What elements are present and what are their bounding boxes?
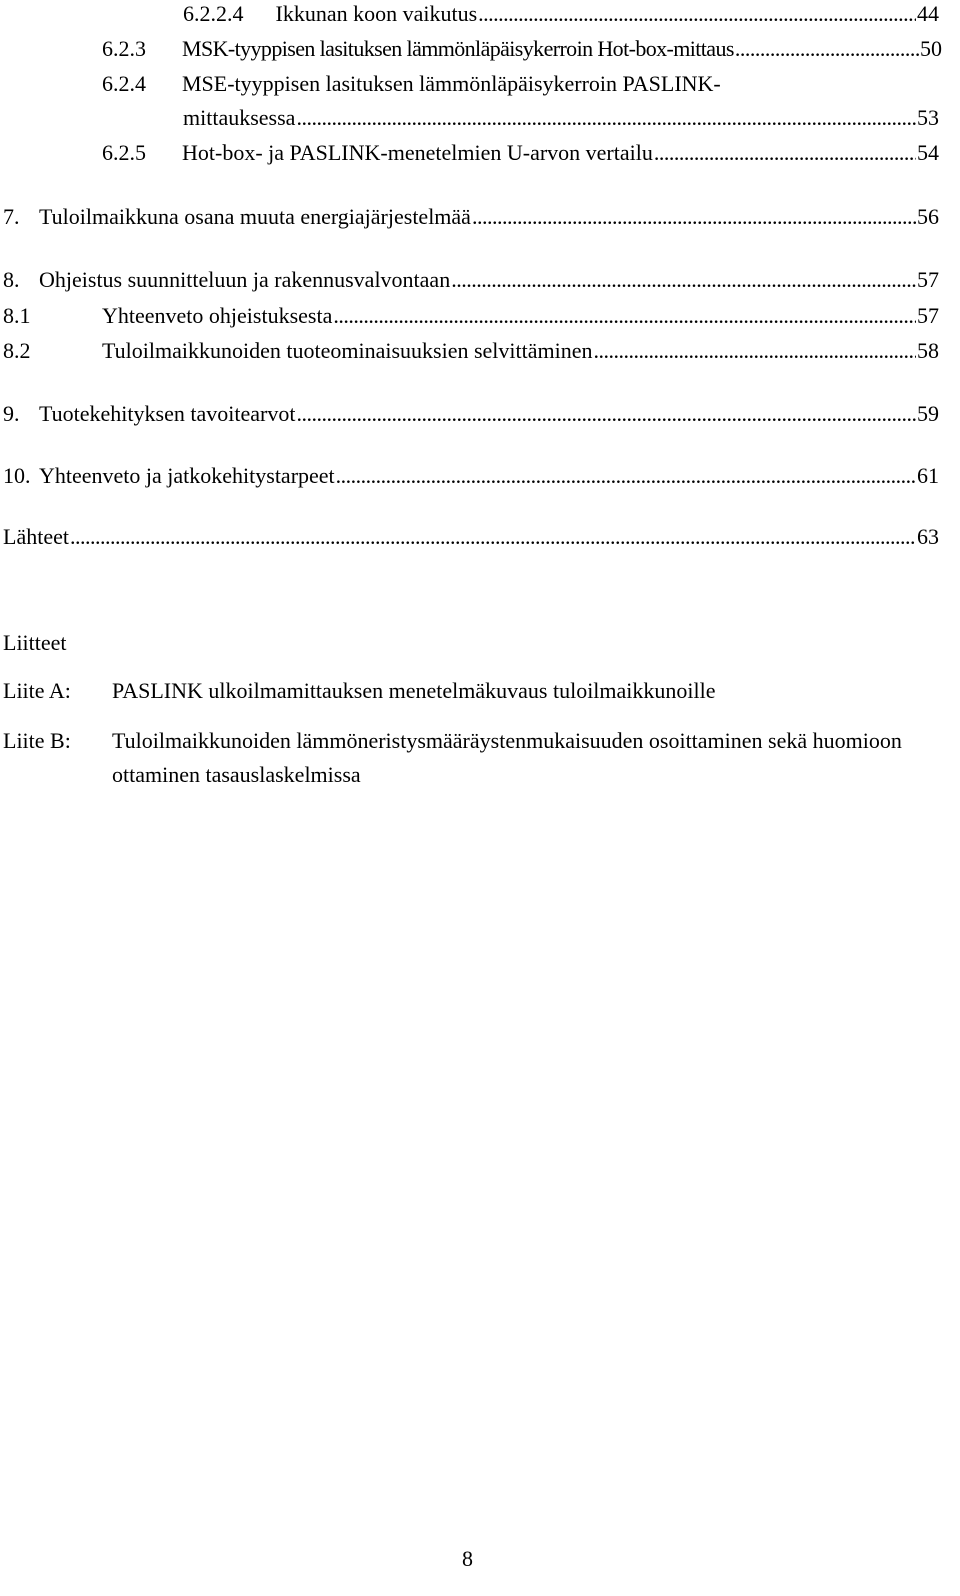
toc-number: 6.2.3: [102, 36, 146, 61]
toc-page: 58: [917, 338, 939, 363]
toc-leader: [296, 105, 916, 131]
toc-title: Tuloilmaikkuna osana muuta energiajärjestelmää: [39, 204, 471, 229]
toc-title: MSK-tyyppisen lasituksen lämmönläpäisykerroin Hot-box-mittaus: [182, 36, 734, 61]
toc-entry: [183, 1, 939, 27]
toc-title: Ohjeistus suunnitteluun ja rakennusvalvontaan: [39, 267, 451, 292]
toc-leader: [336, 463, 916, 489]
toc-entry-continuation: [183, 105, 939, 131]
toc-page: 54: [917, 140, 939, 165]
page-number: 8: [462, 1546, 473, 1571]
toc-page: 56: [917, 204, 939, 229]
toc-page: 50: [920, 36, 942, 61]
toc-entry: [3, 267, 939, 293]
toc-number: 6.2.5: [102, 140, 146, 165]
toc-leader: [333, 303, 916, 329]
toc-page: 63: [917, 524, 939, 549]
toc-title-continuation: mittauksessa: [183, 105, 296, 130]
toc-entry: [3, 204, 939, 230]
toc-number: 6.2.4: [102, 71, 146, 96]
toc-entry: [102, 140, 939, 166]
appendix-label: Liite B:: [3, 728, 71, 753]
toc-title: Tuotekehityksen tavoitearvot: [39, 401, 296, 426]
toc-entry: [102, 36, 942, 62]
toc-leader: [472, 204, 916, 230]
appendix-label: Liite A:: [3, 678, 71, 703]
toc-title: Yhteenveto ja jatkokehitystarpeet: [39, 463, 335, 488]
toc-leader: [735, 36, 919, 62]
toc-number: 6.2.2.4: [183, 1, 244, 26]
toc-entry: [3, 401, 939, 427]
toc-title: Yhteenveto ohjeistuksesta: [102, 303, 333, 328]
toc-page: 57: [917, 267, 939, 292]
toc-leader: [296, 401, 916, 427]
toc-number: 8.1: [3, 303, 31, 328]
toc-page: 59: [917, 401, 939, 426]
toc-entry: [3, 338, 939, 364]
toc-leader: [70, 524, 916, 550]
toc-entry: [3, 524, 939, 550]
toc-number: 8.: [3, 267, 20, 292]
toc-title: MSE-tyyppisen lasituksen lämmönläpäisykerroin PASLINK-: [182, 71, 721, 96]
toc-title: Lähteet: [3, 524, 69, 549]
toc-number: 9.: [3, 401, 20, 426]
toc-entry: [3, 303, 939, 329]
toc-number: 10.: [3, 463, 31, 488]
toc-number: 7.: [3, 204, 20, 229]
toc-title: Hot-box- ja PASLINK-menetelmien U-arvon vertailu: [182, 140, 653, 165]
toc-title: Ikkunan koon vaikutus: [275, 1, 478, 26]
appendix-description: PASLINK ulkoilmamittauksen menetelmäkuvaus tuloilmaikkunoille: [112, 678, 716, 703]
toc-page: 57: [917, 303, 939, 328]
toc-leader: [654, 140, 916, 166]
toc-number: 8.2: [3, 338, 31, 363]
appendix-description: Tuloilmaikkunoiden lämmöneristysmääräystenmukaisuuden osoittaminen sekä huomioon ottaminen tasauslaskelmissa: [112, 728, 902, 787]
toc-title: Tuloilmaikkunoiden tuoteominaisuuksien selvittäminen: [102, 338, 593, 363]
toc-leader: [594, 338, 917, 364]
toc-leader: [478, 1, 916, 27]
toc-entry: [3, 463, 939, 489]
toc-page: 44: [917, 1, 939, 26]
appendices-heading: Liitteet: [3, 630, 67, 655]
toc-leader: [451, 267, 916, 293]
toc-page: 53: [917, 105, 939, 130]
toc-page: 61: [917, 463, 939, 488]
toc-entry-first-line: [102, 71, 721, 97]
